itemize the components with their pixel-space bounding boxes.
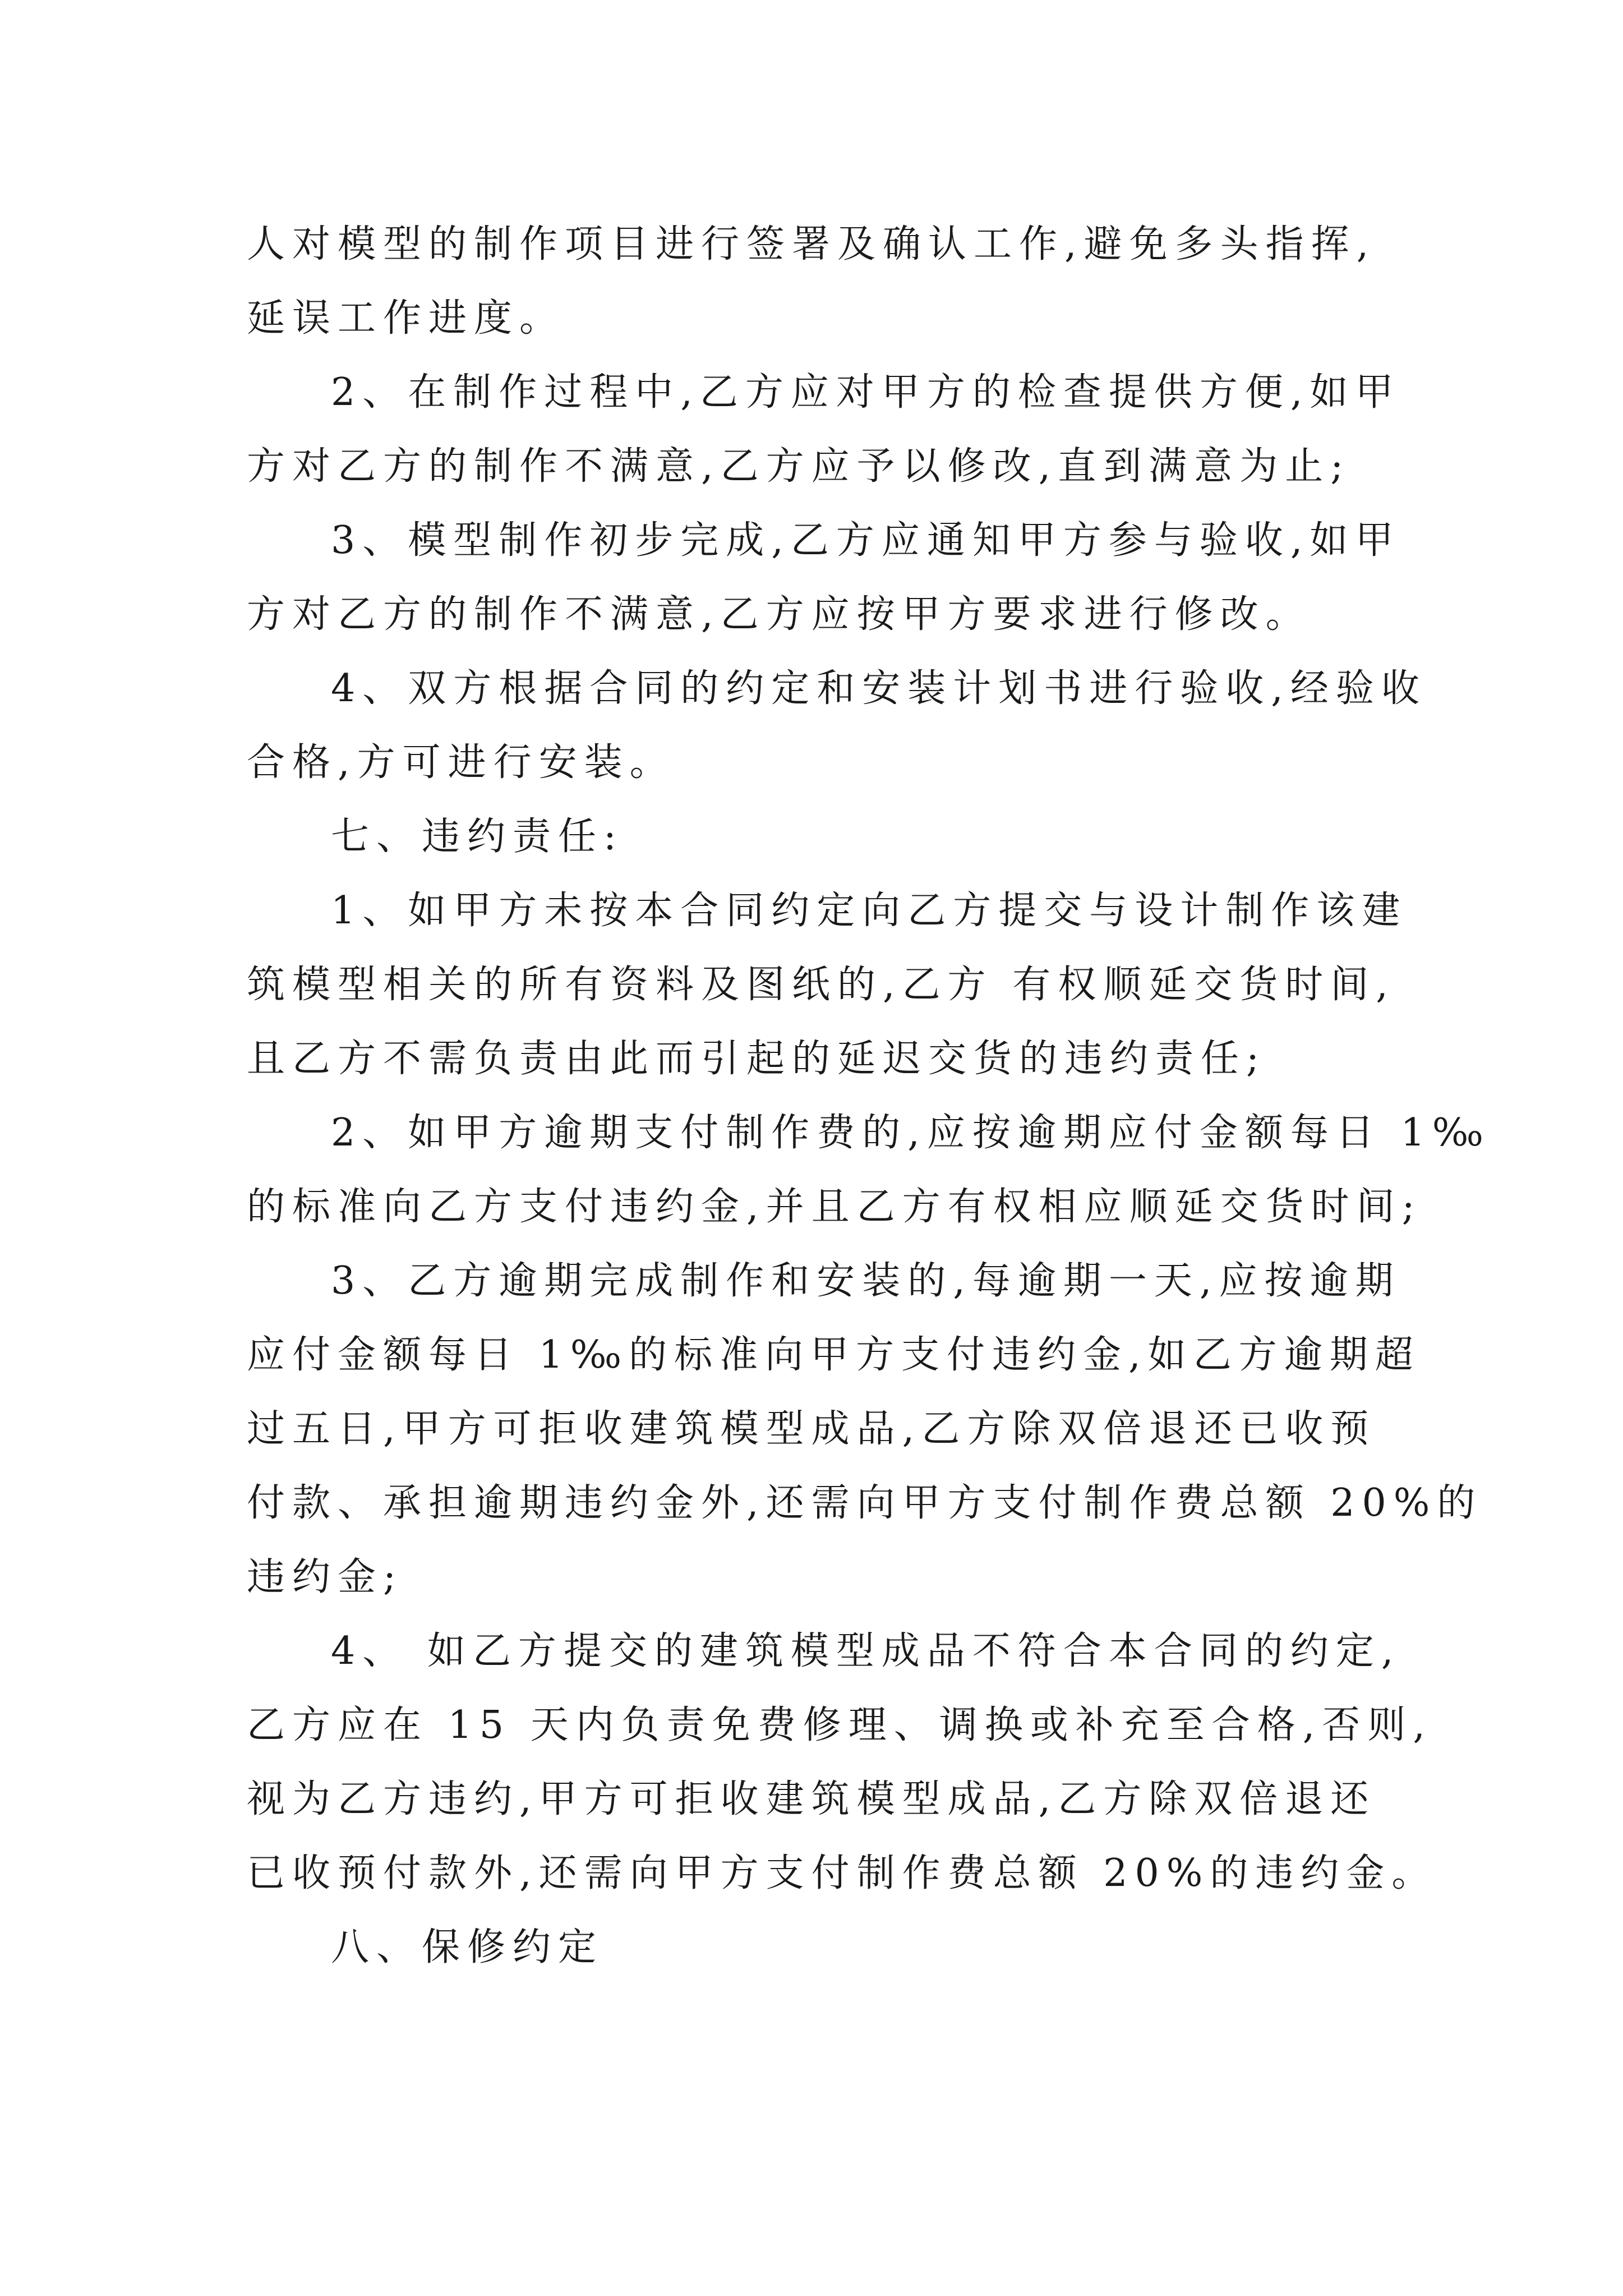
text-line: 乙方应在 15 天内负责免费修理、调换或补充至合格,否则, — [247, 1703, 1432, 1747]
clause-paragraph-start: 1、如甲方未按本合同约定向乙方提交与设计制作该建 — [331, 889, 1408, 933]
clause-paragraph-start: 2、如甲方逾期支付制作费的,应按逾期应付金额每日 1‰ — [331, 1111, 1491, 1155]
section-heading-warranty: 八、保修约定 — [331, 1925, 604, 1970]
text-line: 延误工作进度。 — [247, 296, 565, 341]
text-line: 方对乙方的制作不满意,乙方应予以修改,直到满意为止; — [247, 444, 1351, 489]
text-line: 应付金额每日 1‰的标准向甲方支付违约金,如乙方逾期超 — [247, 1333, 1421, 1377]
clause-paragraph-start: 4、双方根据合同的约定和安装计划书进行验收,经验收 — [331, 666, 1427, 711]
text-line: 违约金; — [247, 1555, 403, 1599]
text-line: 方对乙方的制作不满意,乙方应按甲方要求进行修改。 — [247, 592, 1311, 637]
text-line: 付款、承担逾期违约金外,还需向甲方支付制作费总额 20%的 — [247, 1481, 1483, 1525]
text-line: 合格,方可进行安装。 — [247, 740, 675, 785]
clause-paragraph-start: 3、模型制作初步完成,乙方应通知甲方参与验收,如甲 — [331, 518, 1401, 563]
text-line: 的标准向乙方支付违约金,并且乙方有权相应顺延交货时间; — [247, 1185, 1422, 1229]
clause-paragraph-start: 3、乙方逾期完成制作和安装的,每逾期一天,应按逾期 — [331, 1259, 1401, 1303]
text-line: 筑模型相关的所有资料及图纸的,乙方 有权顺延交货时间, — [247, 963, 1395, 1007]
section-heading-breach-liability: 七、违约责任: — [331, 815, 624, 859]
contract-text-body — [247, 208, 1491, 1985]
text-line: 且乙方不需负责由此而引起的延迟交货的违约责任; — [247, 1037, 1266, 1081]
text-line: 已收预付款外,还需向甲方支付制作费总额 20%的违约金。 — [247, 1851, 1437, 1895]
clause-paragraph-start: 2、在制作过程中,乙方应对甲方的检查提供方便,如甲 — [331, 370, 1401, 415]
text-line: 过五日,甲方可拒收建筑模型成品,乙方除双倍退还已收预 — [247, 1407, 1376, 1451]
clause-paragraph-start: 4、 如乙方提交的建筑模型成品不符合本合同的约定, — [331, 1629, 1401, 1673]
text-line: 视为乙方违约,甲方可拒收建筑模型成品,乙方除双倍退还 — [247, 1777, 1376, 1821]
text-line: 人对模型的制作项目进行签署及确认工作,避免多头指挥, — [247, 222, 1376, 266]
